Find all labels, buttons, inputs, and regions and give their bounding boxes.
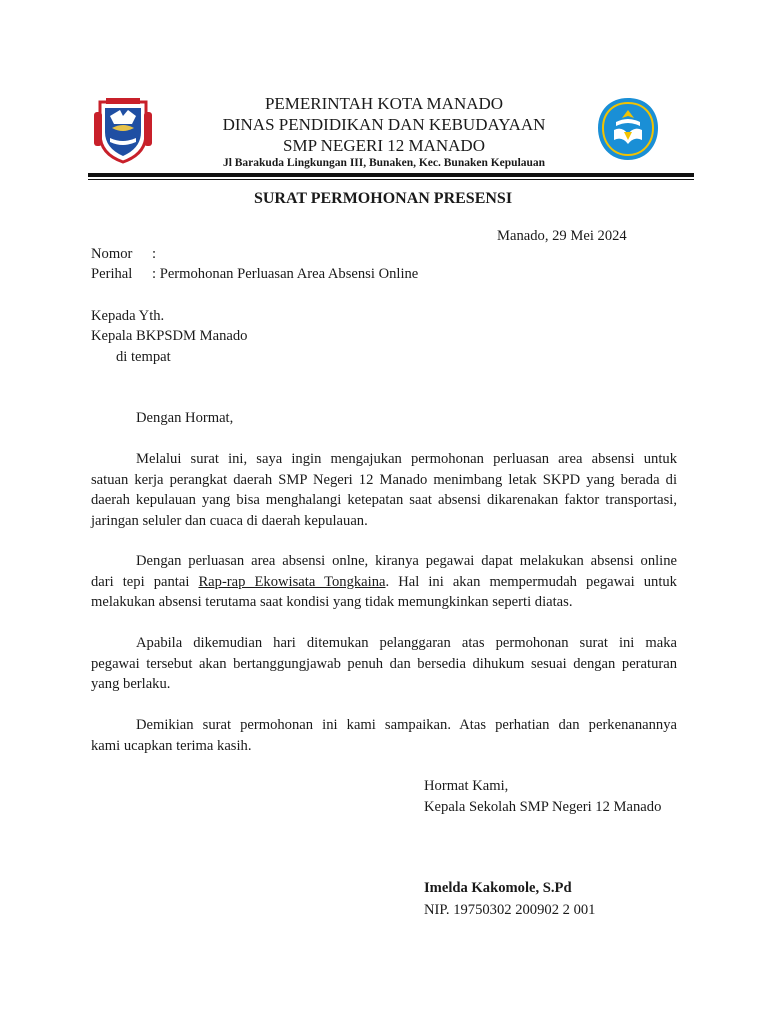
tut-wuri-handayani-logo-icon bbox=[596, 96, 660, 162]
paragraph-2 bbox=[91, 551, 677, 613]
recipient-line-1: Kepada Yth. bbox=[91, 308, 165, 324]
perihal-label: Perihal bbox=[91, 266, 133, 282]
signer-nip: NIP. 19750302 200902 2 001 bbox=[424, 902, 596, 918]
paragraph-2-line: Dengan perluasan area absensi onlne, kiranya pegawai dapat melakukan absensi online bbox=[136, 553, 677, 569]
manado-city-emblem-icon bbox=[92, 94, 154, 164]
paragraph-1-line: daerah kepulauan yang bisa menghalangi ketepatan saat absensi dikarenakan faktor transportasi, bbox=[91, 492, 677, 509]
paragraph-1-line: satuan kerja perangkat daerah SMP Negeri 12 Manado menimbang letak SKPD yang berada di bbox=[91, 471, 677, 488]
paragraph-1 bbox=[91, 449, 677, 531]
letterhead-line-2: DINAS PENDIDIKAN DAN KEBUDAYAAN bbox=[222, 115, 546, 134]
paragraph-2-text: . Hal ini akan mempermudah pegawai untuk bbox=[385, 573, 677, 590]
recipient-line-3: di tempat bbox=[116, 349, 171, 365]
paragraph-3 bbox=[91, 633, 677, 695]
signer-position: Kepala Sekolah SMP Negeri 12 Manado bbox=[424, 799, 662, 815]
closing-salutation: Hormat Kami, bbox=[424, 778, 509, 794]
nomor-label: Nomor bbox=[91, 246, 133, 262]
location-link[interactable]: Rap-rap Ekowisata Tongkaina bbox=[198, 573, 386, 590]
letter-date: Manado, 29 Mei 2024 bbox=[497, 228, 627, 244]
paragraph-4-line: Demikian surat permohonan ini kami sampaikan. Atas perhatian dan perkenanannya bbox=[136, 717, 677, 733]
greeting: Dengan Hormat, bbox=[136, 410, 234, 426]
letterhead-line-3: SMP NEGERI 12 MANADO bbox=[283, 136, 485, 155]
paragraph-3-line: pegawai tersebut akan bertanggungjawab penuh dan bersedia dihukum sesuai dengan peraturan bbox=[91, 655, 677, 672]
paragraph-1-line: Melalui surat ini, saya ingin mengajukan permohonan perluasan area absensi untuk bbox=[136, 451, 677, 467]
recipient-line-2: Kepala BKPSDM Manado bbox=[91, 328, 248, 344]
letter-title: SURAT PERMOHONAN PRESENSI bbox=[253, 190, 513, 207]
paragraph-2-line bbox=[91, 572, 677, 593]
paragraph-3-line: Apabila dikemudian hari ditemukan pelanggaran atas permohonan surat ini maka bbox=[136, 635, 677, 651]
paragraph-2-text: dari tepi pantai bbox=[91, 573, 199, 590]
paragraph-4 bbox=[91, 715, 677, 756]
letterhead-divider-thin bbox=[88, 179, 694, 180]
paragraph-2-line: melakukan absensi terutama saat kondisi yang tidak memungkinkan seperti diatas. bbox=[91, 594, 573, 611]
signer-name: Imelda Kakomole, S.Pd bbox=[424, 880, 572, 896]
perihal-value: : Permohonan Perluasan Area Absensi Online bbox=[152, 266, 419, 282]
nomor-value: : bbox=[152, 246, 157, 262]
letterhead-address: Jl Barakuda Lingkungan III, Bunaken, Kec. Bunaken Kepulauan bbox=[222, 157, 546, 169]
paragraph-3-line: yang berlaku. bbox=[91, 676, 171, 693]
paragraph-1-line: jaringan seluler dan cuaca di daerah kepulauan. bbox=[91, 512, 368, 529]
paragraph-4-line: kami ucapkan terima kasih. bbox=[91, 737, 252, 754]
letterhead-line-1: PEMERINTAH KOTA MANADO bbox=[264, 94, 504, 113]
letterhead-divider-thick bbox=[88, 173, 694, 177]
